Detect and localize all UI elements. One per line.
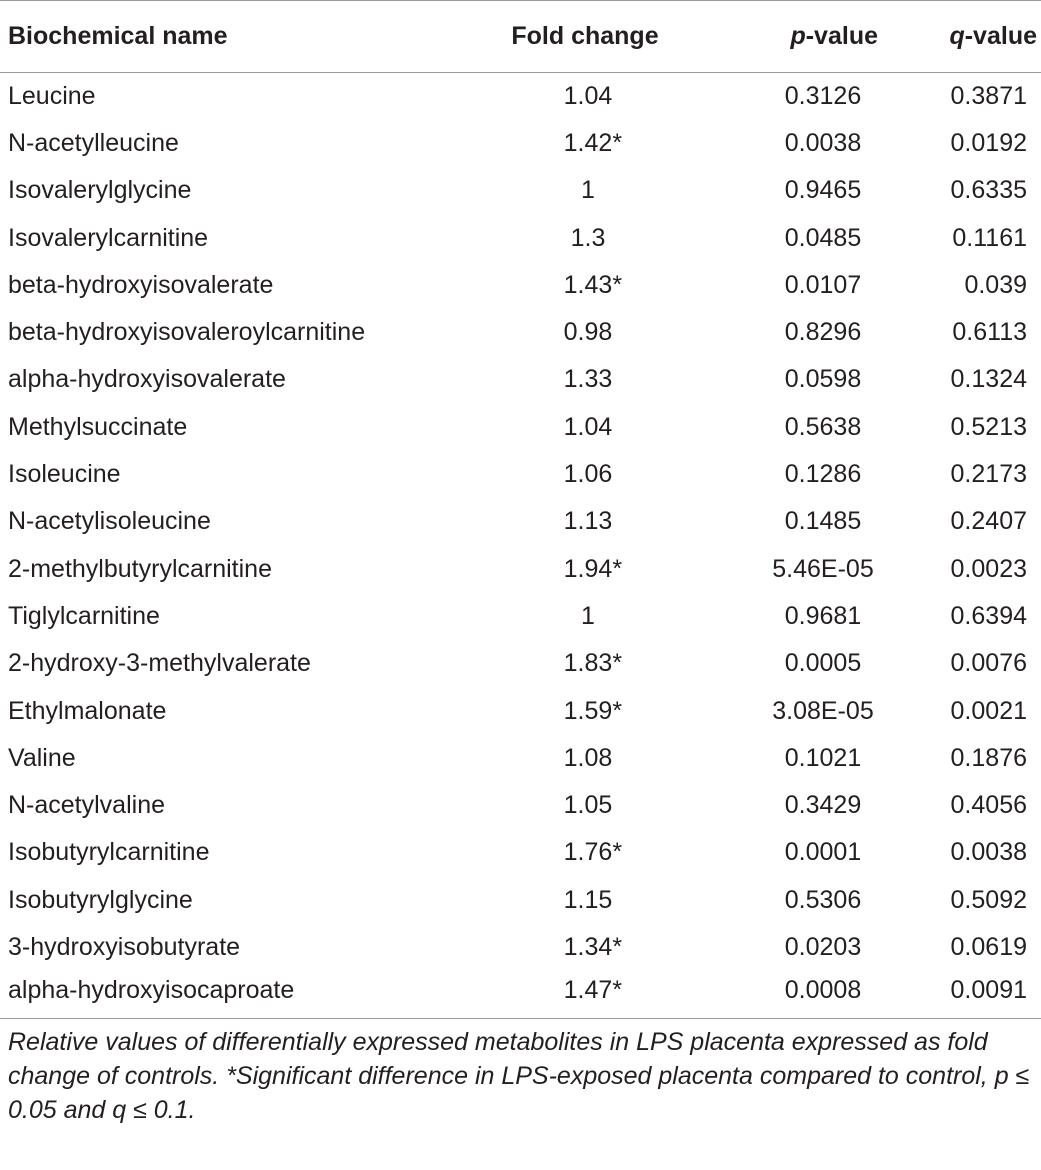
table-row [0, 782, 1041, 829]
significance-marker: * [612, 649, 623, 678]
cell-fold-change [430, 593, 710, 640]
cell-biochemical-name: 2-methylbutyrylcarnitine [8, 554, 272, 583]
cell-biochemical-name: Leucine [8, 81, 96, 110]
cell-p-value: 0.1485 [784, 507, 862, 536]
cell-biochemical-name: N-acetylisoleucine [8, 507, 211, 536]
cell-p-value: 0.0038 [784, 128, 862, 157]
fold-change-value: 1.13 [563, 507, 613, 536]
cell-p-value: 0.0107 [784, 270, 862, 299]
table-row [0, 167, 1041, 214]
header-p-value [710, 1, 890, 73]
cell-p-value: 0.0598 [784, 365, 862, 394]
fold-change-value-wrap [563, 554, 623, 584]
cell-fold-change [430, 309, 710, 356]
cell-p-value: 5.46E-05 [772, 554, 874, 583]
table-row [0, 971, 1041, 1018]
fold-change-value: 1.06 [563, 460, 613, 489]
cell-q-value: 0.6394 [950, 601, 1027, 630]
fold-change-value-wrap [564, 460, 613, 489]
cell-fold-change [430, 214, 710, 261]
cell-fold-change [430, 262, 710, 309]
table-row [0, 404, 1041, 451]
fold-change-value: 1.47 [563, 976, 613, 1005]
fold-change-value: 1.42 [563, 128, 613, 157]
cell-fold-change [430, 971, 710, 1018]
fold-change-value: 1.08 [563, 743, 613, 772]
cell-p-value: 0.0001 [784, 838, 862, 867]
table-row [0, 924, 1041, 971]
cell-biochemical-name: Ethylmalonate [8, 696, 167, 725]
significance-marker: * [612, 128, 623, 157]
cell-biochemical-name: Isovalerylglycine [8, 176, 192, 205]
cell-q-value: 0.0091 [890, 971, 1041, 1018]
cell-biochemical-name: alpha-hydroxyisovalerate [8, 365, 286, 394]
cell-q-value: 0.5092 [950, 885, 1027, 914]
header-p-letter: p [790, 22, 806, 50]
table-row [0, 640, 1041, 687]
cell-p-value: 0.5306 [784, 885, 862, 914]
cell-fold-change [430, 924, 710, 971]
significance-marker: * [612, 696, 623, 725]
cell-fold-change [430, 640, 710, 687]
cell-p-value: 0.9681 [784, 601, 862, 630]
cell-p-value: 0.3126 [784, 81, 862, 110]
cell-q-value: 0.0619 [950, 932, 1027, 961]
cell-fold-change [430, 120, 710, 167]
fold-change-value-wrap [564, 744, 613, 773]
cell-biochemical-name: Isovalerylcarnitine [8, 223, 209, 252]
table-row [0, 498, 1041, 545]
fold-change-value-wrap [563, 838, 623, 867]
table-row [0, 687, 1041, 734]
table-row [0, 593, 1041, 640]
significance-marker: * [612, 932, 623, 961]
cell-fold-change [430, 167, 710, 214]
header-q-letter: q [949, 22, 965, 50]
cell-biochemical-name: Isobutyrylglycine [8, 885, 193, 914]
cell-q-value: 0.5213 [950, 412, 1027, 441]
table-row [0, 829, 1041, 876]
cell-fold-change [430, 829, 710, 876]
cell-q-value: 0.1161 [952, 223, 1027, 252]
fold-change-value-wrap [564, 365, 613, 394]
significance-marker: * [612, 838, 623, 867]
fold-change-value-wrap [563, 649, 623, 678]
fold-change-value-wrap [564, 318, 613, 347]
table-row [0, 309, 1041, 356]
fold-change-value: 1.43 [563, 270, 613, 299]
cell-q-value: 0.039 [964, 270, 1027, 299]
cell-p-value: 0.5638 [784, 412, 862, 441]
cell-q-value: 0.0076 [950, 649, 1027, 678]
cell-p-value: 0.3429 [784, 791, 862, 820]
fold-change-value: 1.3 [570, 223, 606, 252]
cell-p-value: 0.0203 [784, 932, 862, 961]
table-row [0, 877, 1041, 924]
cell-biochemical-name: N-acetylvaline [8, 791, 166, 820]
fold-change-value: 1.15 [563, 885, 613, 914]
table-footnote: Relative values of differentially expressed metabolites in LPS placenta expressed as fold change of controls. *Significant difference in LPS-exposed placenta compared to control, p ≤ 0.05 and q ≤ 0.1. [8, 1027, 1030, 1124]
cell-q-value: 0.1876 [950, 743, 1027, 772]
cell-biochemical-name: beta-hydroxyisovaleroylcarnitine [8, 318, 366, 347]
cell-q-value: 0.4056 [950, 791, 1027, 820]
cell-fold-change [430, 73, 710, 120]
cell-fold-change [430, 782, 710, 829]
fold-change-value-wrap [564, 791, 613, 820]
fold-change-value: 1 [581, 601, 595, 630]
fold-change-value-wrap [563, 932, 623, 962]
table-row [0, 356, 1041, 403]
cell-fold-change [430, 545, 710, 592]
cell-q-value: 0.1324 [950, 365, 1027, 394]
significance-marker: * [612, 554, 623, 583]
cell-q-value: 0.3871 [950, 81, 1027, 110]
cell-q-value: 0.2173 [950, 460, 1027, 489]
cell-biochemical-name: Methylsuccinate [8, 412, 188, 441]
cell-fold-change [430, 735, 710, 782]
cell-q-value: 0.6113 [952, 318, 1027, 347]
cell-fold-change [430, 451, 710, 498]
fold-change-value-wrap [564, 507, 613, 536]
fold-change-value: 1.04 [563, 81, 613, 110]
cell-biochemical-name: alpha-hydroxyisocaproate [0, 971, 430, 1018]
header-p-suffix: -value [805, 22, 878, 50]
cell-p-value: 0.0005 [784, 649, 862, 678]
cell-biochemical-name: 2-hydroxy-3-methylvalerate [8, 649, 311, 678]
fold-change-value-wrap [581, 602, 595, 631]
cell-q-value: 0.0192 [950, 128, 1027, 157]
cell-p-value: 0.9465 [784, 176, 862, 205]
fold-change-value: 1 [581, 176, 595, 205]
header-q-suffix: -value [964, 22, 1037, 50]
fold-change-value-wrap [564, 886, 613, 915]
fold-change-value: 1.05 [563, 791, 613, 820]
cell-biochemical-name: Isobutyrylcarnitine [8, 838, 210, 867]
cell-biochemical-name: Isoleucine [8, 460, 121, 489]
table-row [0, 262, 1041, 309]
significance-marker: * [612, 270, 623, 299]
fold-change-value-wrap [564, 413, 613, 442]
fold-change-value-wrap [563, 270, 623, 300]
cell-q-value: 0.0038 [950, 838, 1027, 867]
cell-q-value: 0.2407 [950, 507, 1027, 536]
cell-fold-change [430, 877, 710, 924]
cell-biochemical-name: Valine [8, 743, 76, 772]
fold-change-value-wrap [563, 976, 623, 1005]
table-row [0, 545, 1041, 592]
table-body [0, 73, 1041, 1019]
fold-change-value: 1.34 [563, 932, 613, 961]
header-q-value [890, 1, 1041, 73]
cell-fold-change [430, 356, 710, 403]
fold-change-value-wrap [563, 128, 623, 158]
fold-change-value: 1.33 [563, 365, 613, 394]
table-row [0, 214, 1041, 261]
cell-biochemical-name: beta-hydroxyisovalerate [8, 270, 274, 299]
table-row [0, 73, 1041, 120]
header-fold-change: Fold change [430, 1, 710, 73]
fold-change-value-wrap [581, 176, 595, 205]
cell-q-value: 0.0021 [950, 696, 1027, 725]
cell-biochemical-name: N-acetylleucine [8, 128, 179, 157]
header-biochemical-name: Biochemical name [0, 1, 430, 73]
fold-change-value-wrap [571, 224, 606, 253]
cell-p-value: 0.8296 [784, 318, 862, 347]
cell-p-value: 0.0485 [784, 223, 862, 252]
table-row [0, 120, 1041, 167]
cell-biochemical-name: 3-hydroxyisobutyrate [8, 932, 241, 961]
cell-fold-change [430, 404, 710, 451]
cell-fold-change [430, 498, 710, 545]
fold-change-value: 1.94 [563, 554, 613, 583]
fold-change-value: 1.04 [563, 412, 613, 441]
cell-p-value: 0.1021 [784, 743, 862, 772]
fold-change-value: 1.83 [563, 649, 613, 678]
table-row [0, 735, 1041, 782]
table-row [0, 451, 1041, 498]
fold-change-value: 1.59 [563, 696, 613, 725]
fold-change-value-wrap [564, 82, 613, 111]
cell-fold-change [430, 687, 710, 734]
cell-q-value: 0.6335 [950, 176, 1027, 205]
header-row [0, 1, 1041, 73]
cell-p-value: 0.0008 [710, 971, 890, 1018]
table-header [0, 1, 1041, 73]
fold-change-value-wrap [563, 696, 623, 726]
cell-p-value: 3.08E-05 [772, 696, 874, 725]
cell-biochemical-name: Tiglylcarnitine [8, 601, 160, 630]
cell-q-value: 0.0023 [950, 554, 1027, 583]
fold-change-value: 0.98 [563, 318, 613, 347]
fold-change-value: 1.76 [563, 838, 613, 867]
cell-p-value: 0.1286 [784, 460, 862, 489]
significance-marker: * [612, 976, 623, 1005]
